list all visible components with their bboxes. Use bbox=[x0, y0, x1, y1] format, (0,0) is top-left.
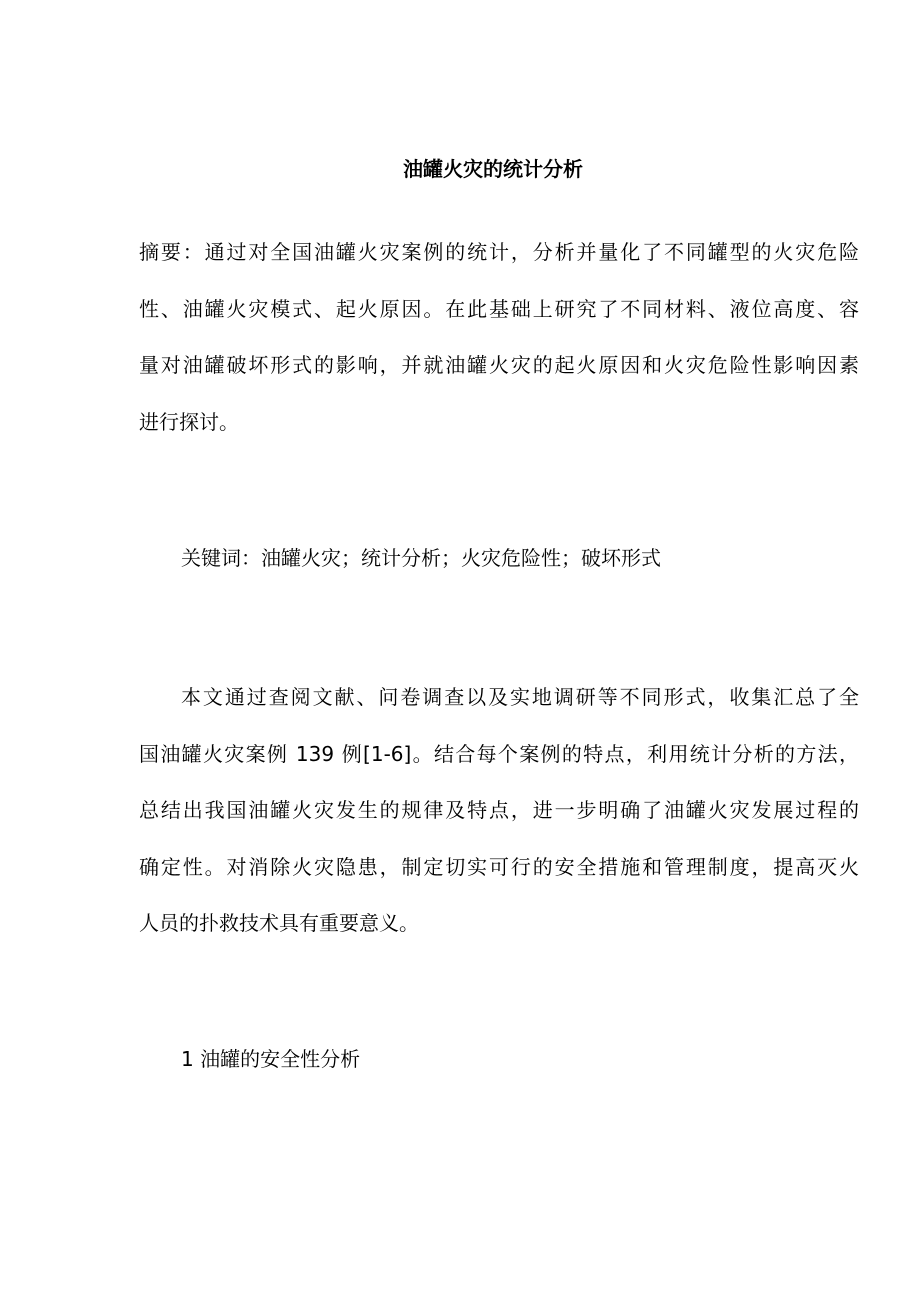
intro-line: 总结出我国油罐火灾发生的规律及特点，进一步明确了油罐火灾发展过程的 bbox=[139, 798, 859, 822]
section-heading bbox=[139, 1031, 859, 1088]
intro-line: 人员的扑救技术具有重要意义。 bbox=[139, 911, 419, 935]
intro-paragraph bbox=[139, 669, 859, 952]
intro-line: 本文通过查阅文献、问卷调查以及实地调研等不同形式，收集汇总了全 bbox=[181, 685, 859, 709]
abstract-line: 量对油罐破坏形式的影响，并就油罐火灾的起火原因和火灾危险性影响因素 bbox=[139, 353, 859, 377]
intro-line: 国油罐火灾案例 139 例[1-6]。结合每个案例的特点，利用统计分析的方法， bbox=[139, 741, 859, 766]
page-title: 油罐火灾的统计分析 bbox=[403, 157, 583, 181]
abstract-line: 进行探讨。 bbox=[139, 409, 239, 434]
abstract-line: 摘要：通过对全国油罐火灾案例的统计，分析并量化了不同罐型的火灾危险 bbox=[139, 240, 859, 264]
abstract bbox=[139, 224, 859, 450]
keywords-line: 关键词：油罐火灾；统计分析；火灾危险性；破坏形式 bbox=[181, 546, 661, 570]
section-heading-text: 1 油罐的安全性分析 bbox=[181, 1047, 361, 1071]
intro-line: 确定性。对消除火灾隐患，制定切实可行的安全措施和管理制度，提高灭火 bbox=[139, 854, 859, 879]
abstract-line: 性、油罐火灾模式、起火原因。在此基础上研究了不同材料、液位高度、容 bbox=[139, 296, 859, 321]
keywords bbox=[139, 530, 859, 587]
